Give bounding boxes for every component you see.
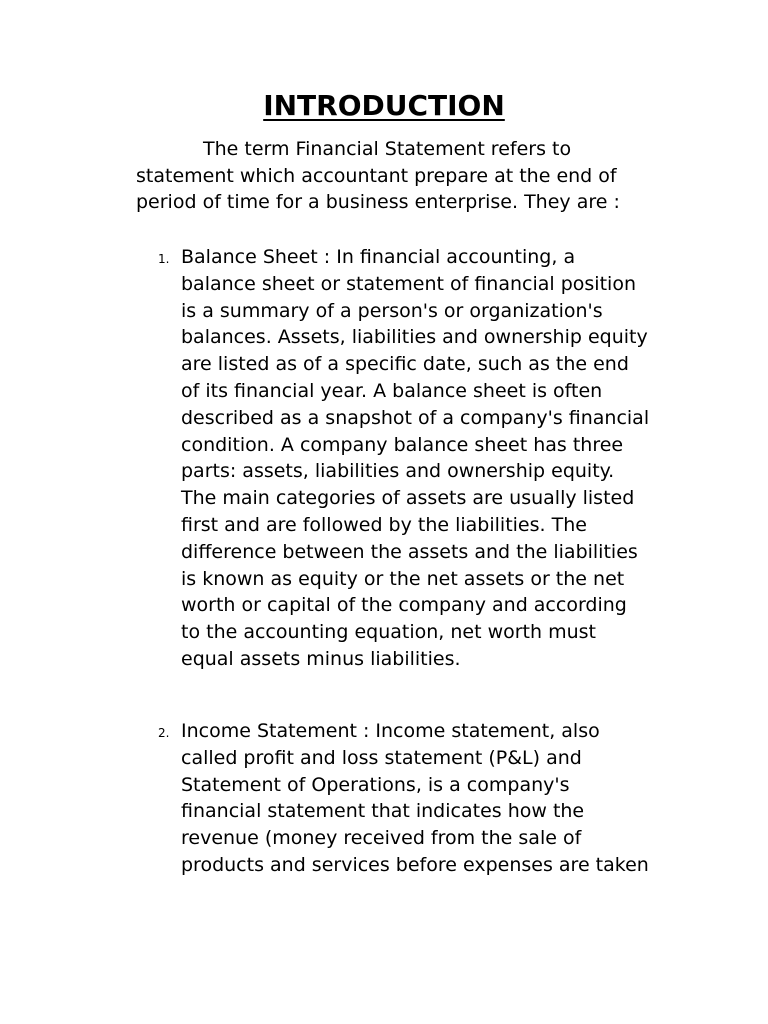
text-line: worth or capital of the company and according bbox=[181, 594, 627, 617]
text-line: described as a snapshot of a company's financial bbox=[181, 406, 650, 429]
text-line: Balance Sheet : In financial accounting, a bbox=[181, 246, 576, 268]
text-line: are listed as of a specific date, such as the end bbox=[181, 353, 629, 376]
text-line: revenue (money received from the sale of bbox=[181, 827, 582, 850]
intro-line: statement which accountant prepare at the end of bbox=[136, 164, 617, 187]
intro-line: The term Financial Statement refers to bbox=[203, 138, 572, 160]
text-line: to the accounting equation, net worth must bbox=[181, 621, 596, 644]
text-line: equal assets minus liabilities. bbox=[181, 647, 461, 670]
text-line: balances. Assets, liabilities and ownership equity bbox=[181, 326, 648, 349]
text-line: financial statement that indicates how the bbox=[181, 800, 585, 823]
list-item-number: 2. bbox=[158, 726, 170, 740]
text-line: condition. A company balance sheet has three bbox=[181, 433, 624, 456]
text-line: is a summary of a person's or organization's bbox=[181, 299, 603, 322]
intro-paragraph bbox=[136, 136, 656, 216]
text-line: Income Statement : Income statement, also bbox=[181, 720, 600, 742]
text-line: first and are followed by the liabilities. The bbox=[181, 513, 587, 536]
text-line: balance sheet or statement of financial position bbox=[181, 272, 636, 295]
page-title: INTRODUCTION bbox=[263, 89, 505, 122]
text-line: products and services before expenses are taken bbox=[181, 853, 649, 876]
text-line: parts: assets, liabilities and ownership equity. bbox=[181, 460, 615, 483]
text-line: Statement of Operations, is a company's bbox=[181, 773, 570, 796]
list-item-text bbox=[181, 718, 701, 879]
intro-line: period of time for a business enterprise. They are : bbox=[136, 191, 620, 213]
text-line: difference between the assets and the liabilities bbox=[181, 540, 638, 563]
text-line: The main categories of assets are usually listed bbox=[181, 487, 635, 510]
list-item-number: 1. bbox=[158, 252, 170, 266]
text-line: of its financial year. A balance sheet is often bbox=[181, 379, 603, 402]
text-line: is known as equity or the net assets or the net bbox=[181, 567, 625, 590]
list-item-text bbox=[181, 244, 701, 673]
text-line: called profit and loss statement (P&L) and bbox=[181, 746, 582, 769]
